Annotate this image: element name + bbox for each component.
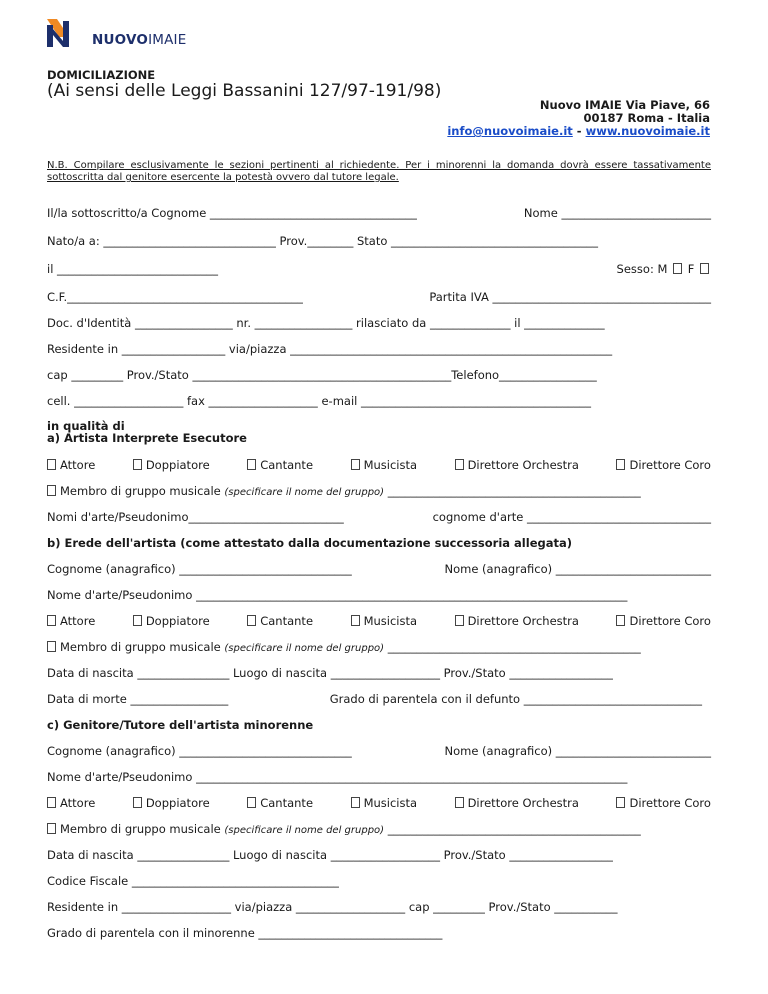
data-nascita-field[interactable]: Data di nascita ________________ Luogo di nascita ___________________ Prov./Stato __________________ bbox=[47, 848, 613, 862]
form-label: DOMICILIAZIONE bbox=[47, 68, 156, 82]
nome-anagrafico-field[interactable]: Nome (anagrafico) ___________________________ bbox=[444, 744, 711, 758]
checkbox-icon[interactable] bbox=[47, 641, 56, 652]
sesso-m-checkbox[interactable] bbox=[673, 263, 682, 274]
nuovoimaie-logo bbox=[28, 8, 196, 56]
row-cell-email bbox=[47, 394, 711, 408]
checkbox-icon[interactable] bbox=[133, 797, 142, 808]
anagrafica-row-b bbox=[47, 562, 711, 576]
role-musicista[interactable]: Musicista bbox=[351, 796, 417, 810]
membro-checkbox[interactable]: Membro di gruppo musicale (specificare il nome del gruppo) ____________________________________________ bbox=[47, 484, 641, 498]
role-attore[interactable]: Attore bbox=[47, 796, 95, 810]
checkbox-icon[interactable] bbox=[351, 615, 360, 626]
role-cantante[interactable]: Cantante bbox=[247, 458, 313, 472]
checkbox-icon[interactable] bbox=[47, 485, 56, 496]
role-attore[interactable]: Attore bbox=[47, 458, 95, 472]
roles-c bbox=[47, 796, 711, 810]
role-cantante[interactable]: Cantante bbox=[247, 796, 313, 810]
data-field[interactable]: il ____________________________ bbox=[47, 262, 219, 276]
membro-row-b bbox=[47, 640, 711, 654]
checkbox-icon[interactable] bbox=[47, 823, 56, 834]
grado-parentela-minorenne-field[interactable]: Grado di parentela con il minorenne ________________________________ bbox=[47, 926, 443, 940]
row-nascita bbox=[47, 234, 711, 248]
data-nascita-field[interactable]: Data di nascita ________________ Luogo di nascita ___________________ Prov./Stato __________________ bbox=[47, 666, 613, 680]
partita-iva-field[interactable]: Partita IVA ______________________________________ bbox=[429, 290, 711, 304]
form-subtitle: (Ai sensi delle Leggi Bassanini 127/97-191/98) bbox=[47, 81, 442, 101]
role-musicista[interactable]: Musicista bbox=[351, 614, 417, 628]
checkbox-icon[interactable] bbox=[616, 615, 625, 626]
cognome-arte-field[interactable]: cognome d'arte ________________________________ bbox=[432, 510, 711, 524]
pseudonimo-field[interactable]: Nome d'arte/Pseudonimo ___________________________________________________________________________ bbox=[47, 588, 628, 602]
residenza-row-c bbox=[47, 900, 711, 914]
role-cantante[interactable]: Cantante bbox=[247, 614, 313, 628]
role-direttore-orchestra[interactable]: Direttore Orchestra bbox=[455, 796, 579, 810]
contact-links: info@nuovoimaie.it - www.nuovoimaie.it bbox=[447, 124, 710, 138]
section-a-title: a) Artista Interprete Esecutore bbox=[47, 431, 247, 445]
cf-row-c bbox=[47, 874, 711, 888]
checkbox-icon[interactable] bbox=[47, 615, 56, 626]
checkbox-icon[interactable] bbox=[247, 797, 256, 808]
nomi-arte-field[interactable]: Nomi d'arte/Pseudonimo___________________________ bbox=[47, 510, 344, 524]
logo-wordmark: NUOVOIMAIE bbox=[92, 32, 187, 48]
address-line1: Nuovo IMAIE Via Piave, 66 bbox=[539, 98, 710, 112]
checkbox-icon[interactable] bbox=[455, 615, 464, 626]
row-cognome-nome bbox=[47, 206, 711, 220]
checkbox-icon[interactable] bbox=[247, 459, 256, 470]
nuovoimaie-logo-icon bbox=[42, 17, 76, 51]
row-documento bbox=[47, 316, 711, 330]
role-direttore-coro[interactable]: Direttore Coro bbox=[616, 614, 710, 628]
morte-row-b bbox=[47, 692, 702, 706]
checkbox-icon[interactable] bbox=[351, 797, 360, 808]
website-link[interactable]: www.nuovoimaie.it bbox=[585, 124, 710, 138]
checkbox-icon[interactable] bbox=[133, 615, 142, 626]
nascita-row-c bbox=[47, 848, 711, 862]
checkbox-icon[interactable] bbox=[351, 459, 360, 470]
nome-field[interactable]: Nome __________________________ bbox=[523, 206, 711, 220]
role-direttore-coro[interactable]: Direttore Coro bbox=[616, 796, 710, 810]
cognome-anagrafico-field[interactable]: Cognome (anagrafico) ______________________________ bbox=[47, 744, 352, 758]
residente-field[interactable]: Residente in __________________ via/piazza ________________________________________________________ bbox=[47, 342, 613, 356]
cognome-anagrafico-field[interactable]: Cognome (anagrafico) ______________________________ bbox=[47, 562, 352, 576]
parentela-row-c bbox=[47, 926, 711, 940]
checkbox-icon[interactable] bbox=[47, 797, 56, 808]
sesso-group: Sesso: M F bbox=[617, 262, 711, 276]
membro-checkbox[interactable]: Membro di gruppo musicale (specificare il nome del gruppo) ____________________________________________ bbox=[47, 822, 641, 836]
role-doppiatore[interactable]: Doppiatore bbox=[133, 614, 210, 628]
cognome-field[interactable]: Il/la sottoscritto/a Cognome ____________________________________ bbox=[47, 206, 417, 220]
nascita-row-b bbox=[47, 666, 711, 680]
membro-row-c bbox=[47, 822, 711, 836]
residente-field[interactable]: Residente in ___________________ via/piazza ___________________ cap _________ Prov./Stato ___________ bbox=[47, 900, 618, 914]
checkbox-icon[interactable] bbox=[455, 459, 464, 470]
checkbox-icon[interactable] bbox=[455, 797, 464, 808]
membro-checkbox[interactable]: Membro di gruppo musicale (specificare il nome del gruppo) ____________________________________________ bbox=[47, 640, 641, 654]
cap-field[interactable]: cap _________ Prov./Stato _____________________________________________Telefono_________________ bbox=[47, 368, 597, 382]
pseudonimo-row-a bbox=[47, 510, 711, 524]
in-qualita-label: in qualità di bbox=[47, 419, 125, 433]
section-b-title: b) Erede dell'artista (come attestato dalla documentazione successoria allegata) bbox=[47, 536, 572, 550]
row-residenza bbox=[47, 342, 711, 356]
checkbox-icon[interactable] bbox=[47, 459, 56, 470]
role-doppiatore[interactable]: Doppiatore bbox=[133, 796, 210, 810]
checkbox-icon[interactable] bbox=[616, 797, 625, 808]
checkbox-icon[interactable] bbox=[133, 459, 142, 470]
row-data-sesso bbox=[47, 262, 711, 276]
pseudonimo-field[interactable]: Nome d'arte/Pseudonimo ___________________________________________________________________________ bbox=[47, 770, 628, 784]
row-cf-iva bbox=[47, 290, 711, 304]
role-attore[interactable]: Attore bbox=[47, 614, 95, 628]
cell-field[interactable]: cell. ___________________ fax ___________________ e-mail ________________________________________ bbox=[47, 394, 591, 408]
role-doppiatore[interactable]: Doppiatore bbox=[133, 458, 210, 472]
cf-field[interactable]: C.F._________________________________________ bbox=[47, 290, 303, 304]
role-direttore-coro[interactable]: Direttore Coro bbox=[616, 458, 710, 472]
role-direttore-orchestra[interactable]: Direttore Orchestra bbox=[455, 614, 579, 628]
anagrafica-row-c bbox=[47, 744, 711, 758]
pseudonimo-row-c bbox=[47, 770, 711, 784]
checkbox-icon[interactable] bbox=[616, 459, 625, 470]
nome-anagrafico-field[interactable]: Nome (anagrafico) ___________________________ bbox=[444, 562, 711, 576]
membro-row-a bbox=[47, 484, 711, 498]
email-link[interactable]: info@nuovoimaie.it bbox=[447, 124, 573, 138]
sesso-f-checkbox[interactable] bbox=[700, 263, 709, 274]
address-line2: 00187 Roma - Italia bbox=[583, 111, 710, 125]
pseudonimo-row-b bbox=[47, 588, 711, 602]
codice-fiscale-field[interactable]: Codice Fiscale ____________________________________ bbox=[47, 874, 339, 888]
data-morte-field[interactable]: Data di morte _________________ bbox=[47, 692, 229, 706]
roles-b bbox=[47, 614, 711, 628]
nato-field[interactable]: Nato/a a: ______________________________ Prov.________ Stato ____________________________________ bbox=[47, 234, 599, 248]
documento-field[interactable]: Doc. d'Identità _________________ nr. _________________ rilasciato da ______________ il ______________ bbox=[47, 316, 605, 330]
note-text: N.B. Compilare esclusivamente le sezioni pertinenti al richiedente. Per i minorenni la domanda dovrà essere tassativamente sottoscritta dal genitore esercente la potestà ovvero dal tutore legale. bbox=[47, 160, 711, 183]
role-direttore-orchestra[interactable]: Direttore Orchestra bbox=[455, 458, 579, 472]
role-musicista[interactable]: Musicista bbox=[351, 458, 417, 472]
section-c-title: c) Genitore/Tutore dell'artista minorenne bbox=[47, 718, 314, 732]
row-cap-telefono bbox=[47, 368, 711, 382]
grado-parentela-field[interactable]: Grado di parentela con il defunto _______________________________ bbox=[329, 692, 702, 706]
roles-a bbox=[47, 458, 711, 472]
checkbox-icon[interactable] bbox=[247, 615, 256, 626]
